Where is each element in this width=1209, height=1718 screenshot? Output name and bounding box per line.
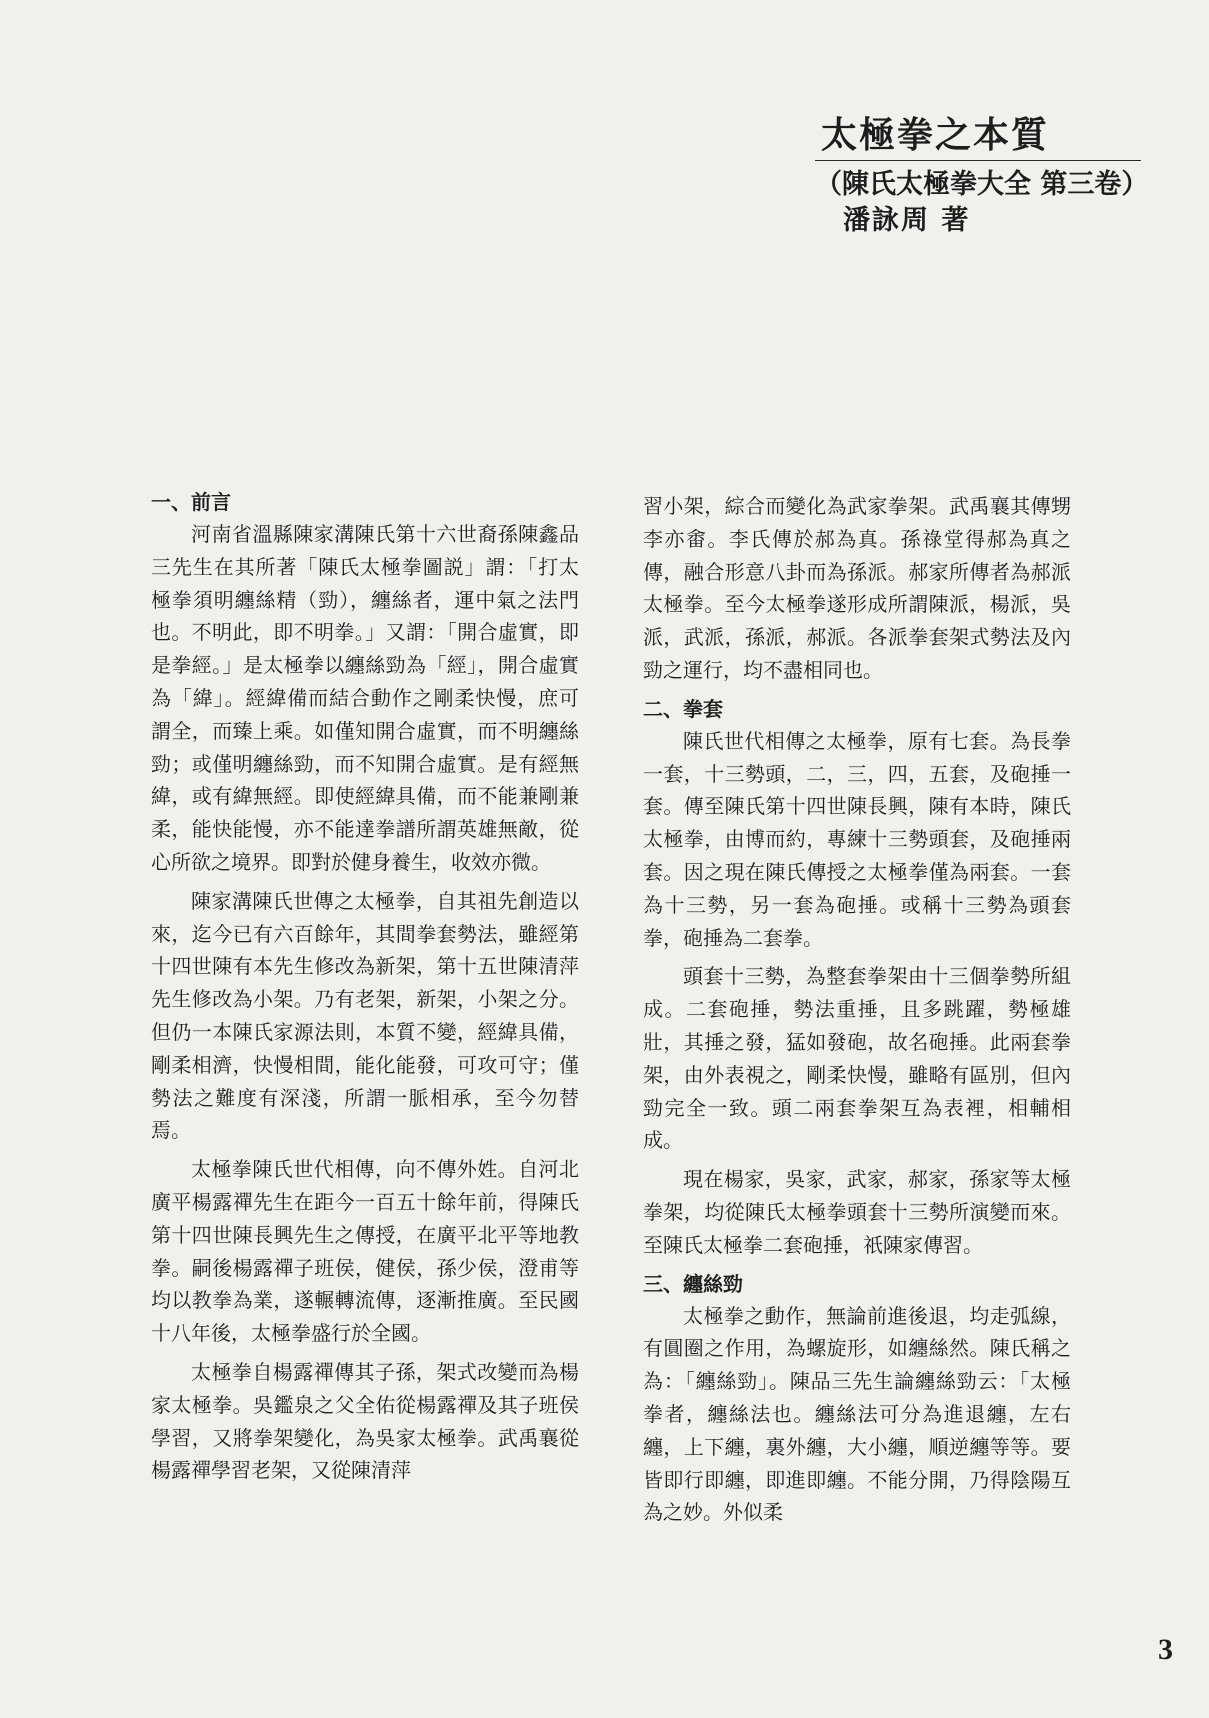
paragraph: 太極拳之動作，無論前進後退，均走弧線，有圓圈之作用，為螺旋形，如纏絲然。陳氏稱之為：「纏絲勁」。陳品三先生論纏絲勁云：「太極拳者，纏絲法也。纏絲法可分為進退纏，左右纏，上下纏，裏外纏，大小纏，順逆纏等等。要皆即行即纏，即進即纏。不能分開，乃得陰陽互為之妙。外似柔 [643, 1303, 1071, 1525]
paragraph: 陳氏世代相傳之太極拳，原有七套。為長拳一套，十三勢頭，二，三，四，五套，及砲捶一套。傳至陳氏第十四世陳長興，陳有本時，陳氏太極拳，由博而約，專練十三勢頭套，及砲捶兩套。因之現在陳氏傳授之太極拳僅為兩套。一套為十三勢，另一套為砲捶。或稱十三勢為頭套拳，砲捶為二套拳。 [643, 728, 1071, 950]
paragraph: 頭套十三勢，為整套拳架由十三個拳勢所組成。二套砲捶，勢法重捶，且多跳躍，勢極雄壯，其捶之發，猛如發砲，故名砲捶。此兩套拳架，由外表視之，剛柔快慢，雖略有區別，但內勁完全一致。頭二兩套拳架互為表裡，相輔相成。 [643, 964, 1071, 1153]
article-header [815, 112, 1149, 239]
right-column [643, 490, 1071, 1535]
paragraph: 現在楊家，吳家，武家，郝家，孫家等太極拳架，均從陳氏太極拳頭套十三勢所演變而來。至陳氏太極拳二套砲捶，祇陳家傳習。 [643, 1167, 1071, 1257]
section-heading: 一、前言 [151, 490, 231, 514]
paragraph-continued: 習小架，綜合而變化為武家拳架。武禹襄其傳甥李亦畬。李氏傳於郝為真。孫祿堂得郝為真之傳，融合形意八卦而為孫派。郝家所傳者為郝派太極拳。至今太極拳遂形成所謂陳派，楊派，吳派，武派，孫派，郝派。各派拳套架式勢法及內勁之運行，均不盡相同也。 [643, 494, 1071, 682]
paragraph: 太極拳陳氏世代相傳，向不傳外姓。自河北廣平楊露禪先生在距今一百五十餘年前，得陳氏第十四世陳長興先生之傳授，在廣平北平等地教拳。嗣後楊露禪子班侯，健侯，孫少侯，澄甫等均以教拳為業，遂輾轉流傳，逐漸推廣。至民國十八年後，太極拳盛行於全國。 [151, 1157, 579, 1346]
article-author: 潘詠周 著 [843, 205, 971, 236]
section-heading: 二、拳套 [643, 696, 723, 721]
left-column [151, 486, 579, 1493]
paragraph: 河南省溫縣陳家溝陳氏第十六世裔孫陳鑫品三先生在其所著「陳氏太極拳圖説」謂：「打太極拳須明纏絲精（勁），纏絲者，運中氣之法門也。不明此，即不明拳。」又謂：「開合虛實，即是拳經。」是太極拳以纏絲勁為「經」，開合虛實為「緯」。經緯備而結合動作之剛柔快慢，庶可謂全，而臻上乘。如僅知開合虛實，而不明纏絲勁；或僅明纏絲勁，而不知開合虛實。是有經無緯，或有緯無經。即使經緯具備，而不能兼剛兼柔，能快能慢，亦不能達拳譜所謂英雄無敵，從心所欲之境界。即對於健身養生，收效亦微。 [151, 522, 579, 874]
section-heading: 三、纏絲勁 [643, 1271, 743, 1296]
paragraph: 太極拳自楊露禪傳其子孫，架式改變而為楊家太極拳。吳鑑泉之父全佑從楊露禪及其子班侯學習，又將拳架變化，為吳家太極拳。武禹襄從楊露禪學習老架，又從陳清萍 [151, 1359, 579, 1483]
article-subtitle: （陳氏太極拳大全 第三卷） [815, 169, 1149, 200]
paragraph: 陳家溝陳氏世傳之太極拳，自其祖先創造以來，迄今已有六百餘年，其間拳套勢法，雖經第十四世陳有本先生修改為新架，第十五世陳清萍先生修改為小架。乃有老架，新架，小架之分。但仍一本陳氏家源法則，本質不變，經緯具備，剛柔相濟，快慢相間，能化能發，可攻可守；僅勢法之難度有深淺，所謂一脈相承，至今勿替焉。 [151, 888, 579, 1143]
article-title: 太極拳之本質 [815, 112, 1141, 161]
page-number: 3 [1158, 1633, 1173, 1666]
